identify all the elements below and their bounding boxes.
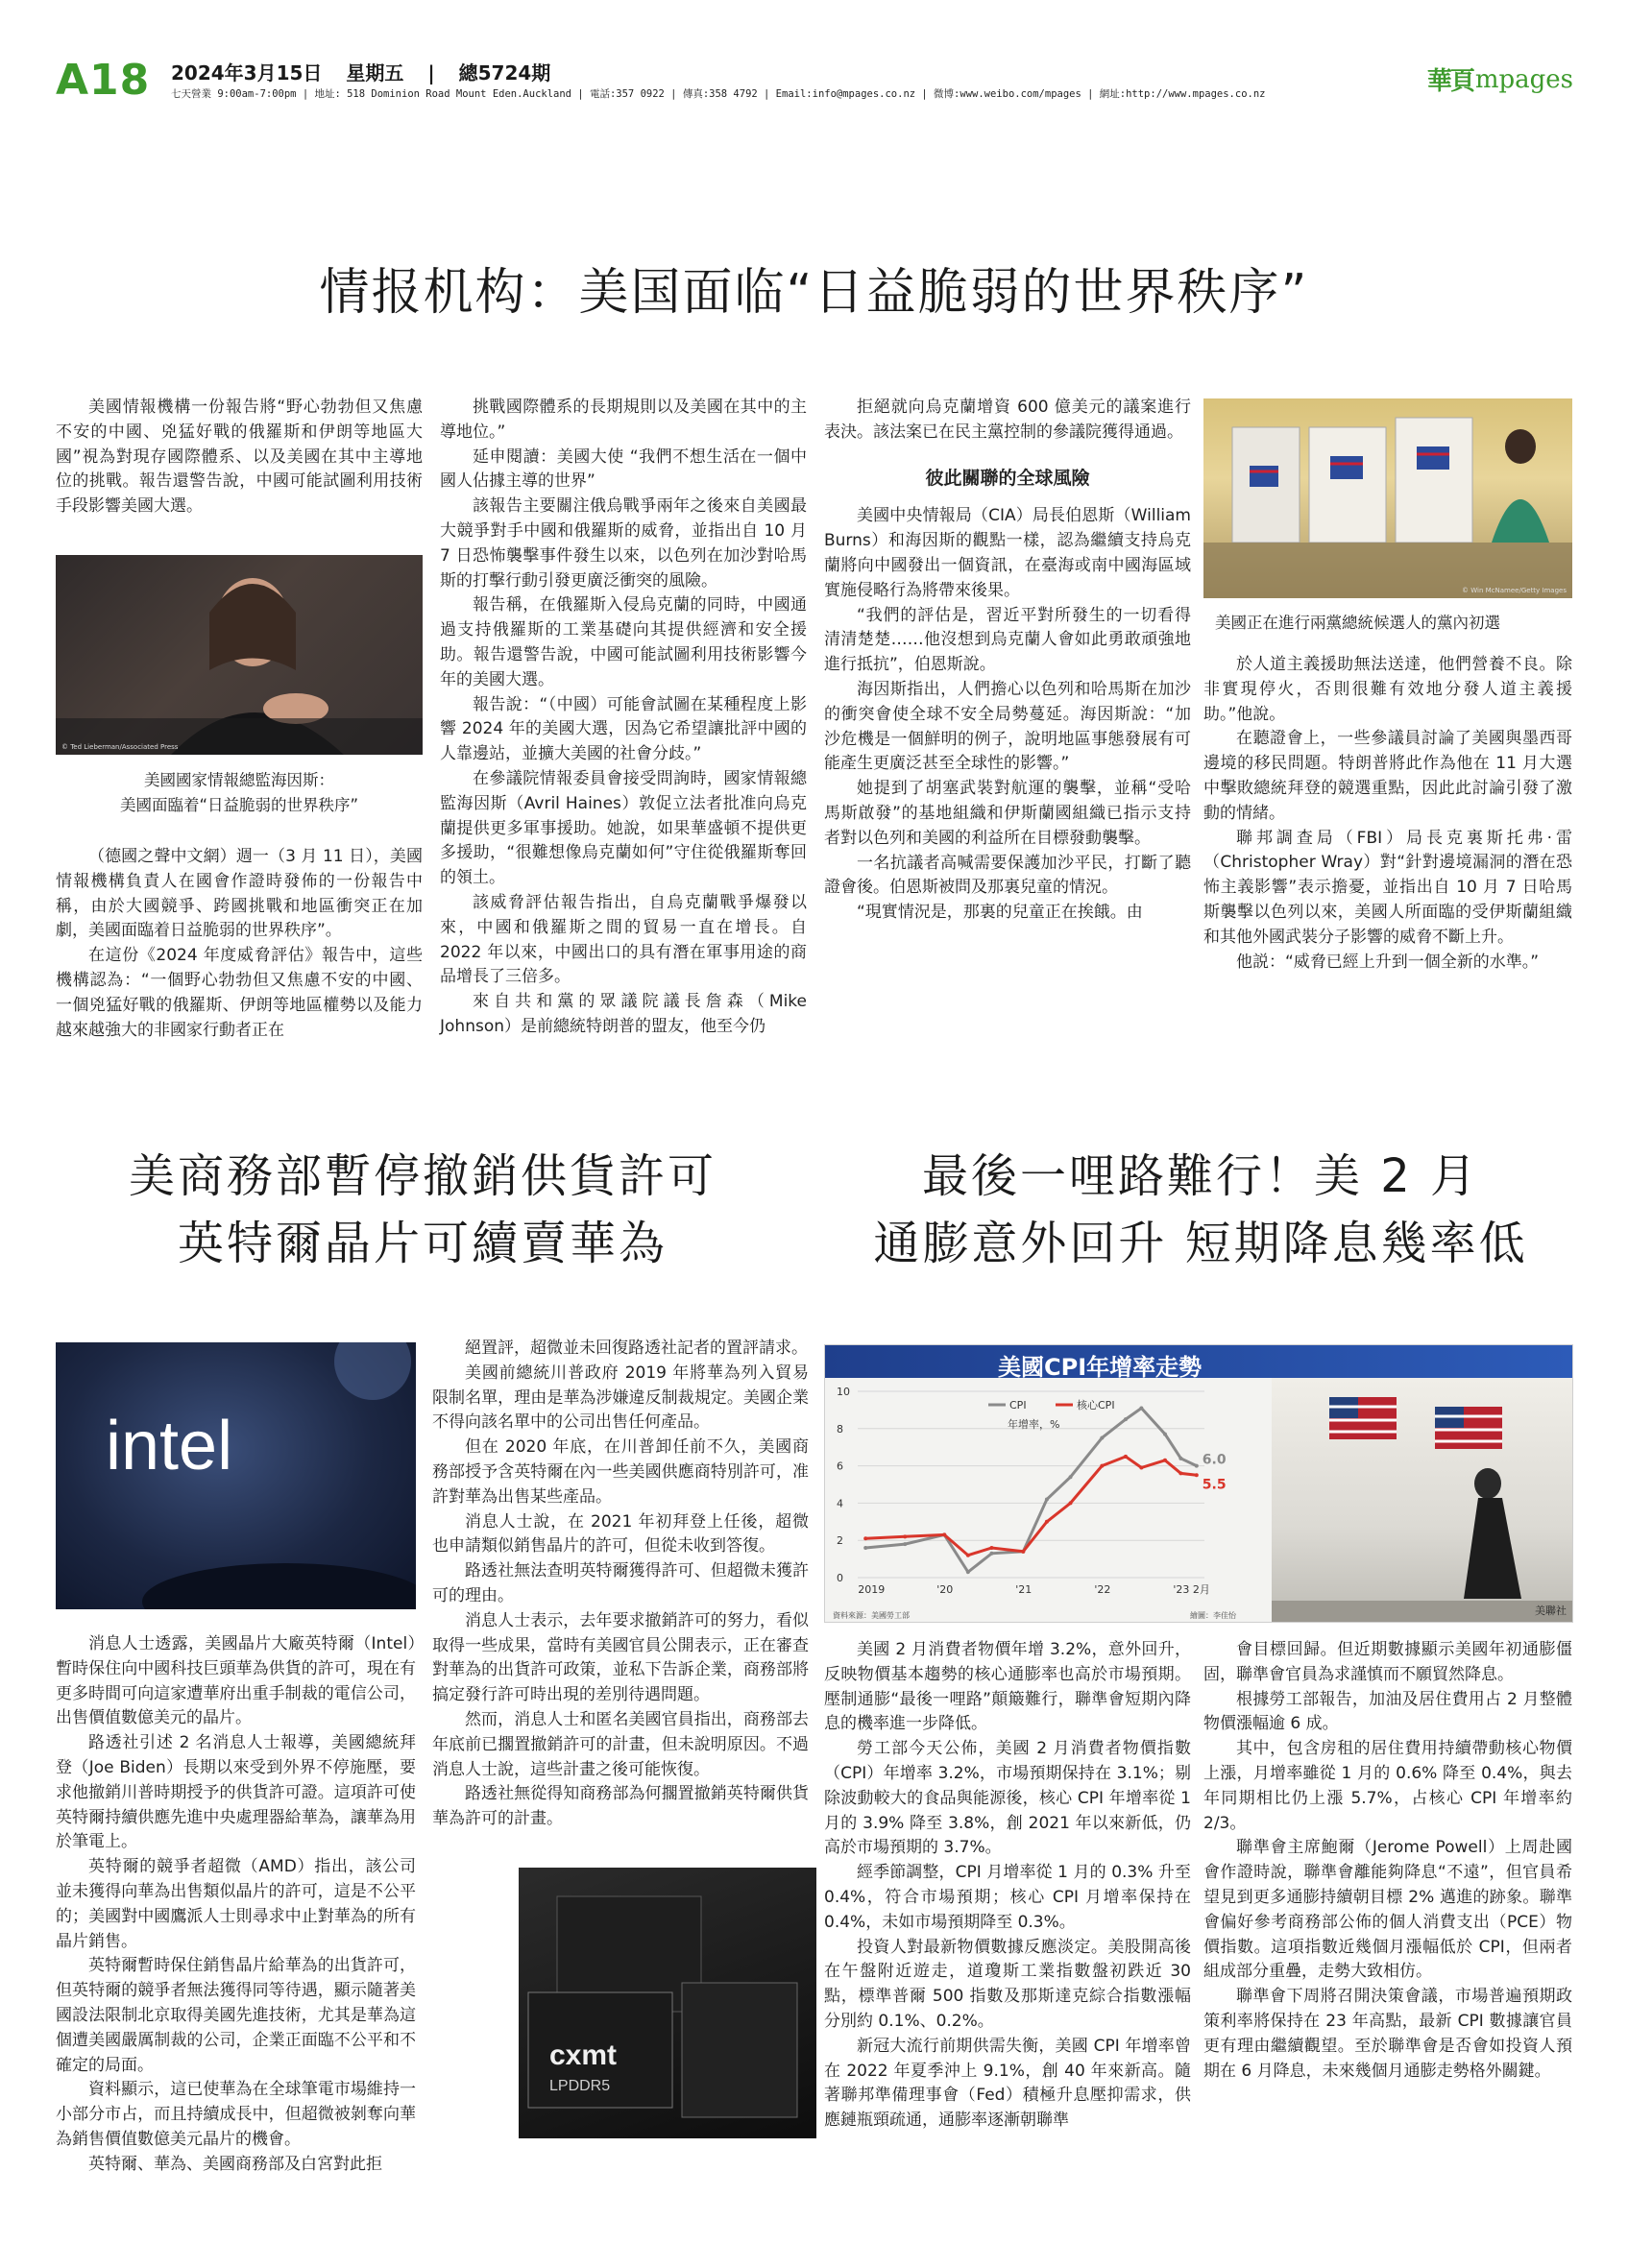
paragraph: 美國前總統川普政府 2019 年將華為列入貿易限制名單，理由是華為涉嫌違反制裁規定。美國企業不得向該名單中的公司出售任何產品。: [432, 1363, 809, 1433]
haines-portrait-photo: [56, 555, 423, 755]
chip-brand: cxmt: [549, 2039, 618, 2071]
headline-intel-huawei: [58, 1143, 788, 1277]
data-point: [863, 1546, 867, 1550]
data-point: [989, 1546, 993, 1550]
data-point: [903, 1542, 907, 1546]
paragraph: 英特爾暫時保住銷售晶片給華為的出貨許可，但英特爾的競爭者無法獲得同等待遇，顯示隨著美國設法限制北京取得美國先進技術，尤其是華為這個遭美國嚴厲制裁的公司，企業正面臨不公平和不確定的局面。: [56, 1956, 416, 2075]
paragraph: 她提到了胡塞武裝對航運的襲擊，並稱“受哈馬斯啟發”的基地組織和伊斯蘭國組織已指示支持者對以色列和美國的利益所在目標發動襲擊。: [824, 779, 1191, 848]
paragraph: “現實情況是，那裏的兒童正在挨餓。由: [857, 903, 1143, 923]
voting-booth-photo: [1203, 398, 1572, 598]
paragraph: 然而，消息人士和匿名美國官員指出，商務部去年底前已擱置撤銷許可的計畫，但未說明原因。不過消息人士說，這些計畫之後可能恢復。: [432, 1709, 809, 1779]
chart-title: 美國CPI年增率走勢: [998, 1354, 1203, 1381]
data-point: [1163, 1459, 1167, 1462]
contact-info: 七天營業 9:00am-7:00pm | 地址: 518 Dominion Road Mount Eden.Auckland | 電話:357 0922 | 傳真:358 4792 | Email:info@mpages.co.nz | 微博:www.weibo.com/mpages | 網址:http://www.mpages.co.nz: [171, 88, 1266, 100]
logo-text: mpages: [1474, 64, 1573, 94]
paragraph: 一名抗議者高喊需要保護加沙平民，打斷了聽證會後。伯恩斯被問及那裏兒童的情況。: [824, 853, 1191, 898]
paragraph: 會目標回歸。但近期數據顯示美國年初通膨僵固，聯準會官員為求謹慎而不願貿然降息。: [1203, 1640, 1572, 1684]
article3-col2: [1203, 1638, 1572, 2084]
article1-col3: [824, 396, 1191, 926]
data-point: [1069, 1501, 1073, 1505]
portrait-credit: © Ted Lieberman/Associated Press: [61, 743, 179, 751]
article2-col1: [56, 1632, 416, 2178]
paragraph: 來自共和黨的眾議院議長詹森（Mike Johnson）是前總統特朗普的盟友，他至今仍: [440, 992, 807, 1036]
paragraph: 聯準會下周將召開決策會議，市場普遍預期政策利率將保持在 23 年高點，最新 CPI 數據讓官員更有理由繼續觀望。至於聯準會是否會如投資人預期在 6 月降息，未來幾個月通膨走勢格外關鍵。: [1203, 1987, 1572, 2081]
data-point: [1045, 1498, 1049, 1502]
data-point: [1178, 1471, 1182, 1475]
paragraph: 美國 2 月消費者物價年增 3.2%，意外回升，反映物價基本趨勢的核心通膨率也高於市場預期。壓制通膨“最後一哩路”顛簸難行，聯準會短期內降息的機率進一步降低。: [824, 1640, 1191, 1734]
paragraph: 根據勞工部報告，加油及居住費用占 2 月整體物價漲幅逾 6 成。: [1203, 1689, 1572, 1734]
chart-editor: 繪圖：李佳怡: [1190, 1611, 1236, 1620]
y-tick-label: 10: [837, 1386, 850, 1398]
data-point: [1195, 1464, 1199, 1468]
paragraph: 在這份《2024 年度威脅評估》報告中，這些機構認為：“一個野心勃勃但又焦慮不安的中國、一個兇猛好戰的俄羅斯、伊朗等地區權勢以及能力越來越強大的非國家行動者正在: [56, 946, 423, 1040]
paragraph: 拒絕就向烏克蘭增資 600 億美元的議案進行表決。該法案已在民主黨控制的參議院獲得通過。: [824, 398, 1191, 442]
article1-col2: [440, 396, 807, 1040]
x-tick-label: '23 2月: [1173, 1583, 1210, 1596]
paragraph: 在參議院情報委員會接受問詢時，國家情報總監海因斯（Avril Haines）敦促立法者批准向烏克蘭提供更多軍事援助。她說，如果華盛頓不提供更多援助，“很難想像烏克蘭如何”守住從俄羅斯奪回的領土。: [440, 768, 807, 888]
data-point: [1045, 1520, 1049, 1524]
flags-illustration: [1272, 1378, 1573, 1623]
x-tick-label: '20: [936, 1583, 954, 1596]
x-tick-label: 2019: [858, 1583, 886, 1596]
article1-col1-top: [56, 396, 423, 519]
paragraph: 於人道主義援助無法送達，他們營養不良。除非實現停火，否則很難有效地分發人道主義援助。”他說。: [1203, 655, 1572, 724]
data-point: [1163, 1433, 1167, 1436]
chart-y-ticks: [837, 1386, 850, 1584]
data-point: [1139, 1406, 1143, 1410]
data-point: [1139, 1466, 1143, 1470]
issue-separator: |: [427, 61, 435, 84]
data-point: [863, 1536, 867, 1540]
data-point: [1069, 1475, 1073, 1479]
x-tick-label: '22: [1094, 1583, 1111, 1596]
unit-label: 年增率，%: [1008, 1418, 1060, 1431]
portrait-caption-line2: 美國面臨着“日益脆弱的世界秩序”: [119, 796, 359, 814]
portrait-caption-line1: 美國國家情報總監海因斯：: [144, 771, 334, 789]
article3-col1: [824, 1638, 1191, 2134]
data-point: [942, 1532, 946, 1536]
paragraph: 路透社引述 2 名消息人士報導，美國總統拜登（Joe Biden）長期以來受到外界不停施壓，要求他撤銷川普時期授予的供貨許可證。這項許可使英特爾持續供應先進中央處理器給華為，讓華為用於筆電上。: [56, 1733, 416, 1852]
article1-col3-part-a: [824, 396, 1191, 446]
y-tick-label: 8: [837, 1422, 843, 1436]
portrait-illustration: [56, 555, 423, 755]
paragraph: 聯邦調查局（FBI）局長克裏斯托弗·雷（Christopher Wray）對“針對邊境漏洞的潛在恐怖主義影響”表示擔憂，並指出自 10 月 7 日哈馬斯襲擊以色列以來，美國人所面臨的受伊斯蘭組織和其他外國武裝分子影響的威脅不斷上升。: [1203, 828, 1572, 947]
paragraph: 美國情報機構一份報告將“野心勃勃但又焦慮不安的中國、兇猛好戰的俄羅斯和伊朗等地區大國”視為對現存國際體系、以及美國在其中主導地位的挑戰。報告還警告說，中國可能試圖利用技術手段影響美國大選。: [56, 398, 423, 517]
headline-intel-line1: 美商務部暫停撤銷供貨許可: [128, 1149, 717, 1203]
series-line-cpi: [865, 1409, 1197, 1573]
subhead-global-risks: 彼此關聯的全球風險: [925, 467, 1090, 489]
issue-number: 總5724期: [458, 61, 551, 84]
issue-date: 2024年3月15日: [171, 61, 323, 84]
data-point: [966, 1554, 970, 1557]
y-tick-label: 2: [837, 1534, 843, 1548]
legend-label: 核心CPI: [1077, 1399, 1115, 1411]
paragraph: 美國中央情報局（CIA）局長伯恩斯（William Burns）和海因斯的觀點一樣，認為繼續支持烏克蘭將向中國發出一個資訊，在臺海或南中國海區域實施侵略行為將帶來後果。: [824, 506, 1191, 600]
y-tick-label: 0: [837, 1572, 843, 1584]
paragraph: 消息人士表示，去年要求撤銷許可的努力，看似取得一些成果，當時有美國官員公開表示，正在審查對華為的出貨許可政策，並私下告訴企業，商務部將搞定發行許可時出現的差別待遇問題。: [432, 1610, 809, 1705]
headline-inflation-line2: 通膨意外回升 短期降息幾率低: [873, 1217, 1528, 1270]
paragraph: 他説：“威脅已經上升到一個全新的水準。”: [1236, 952, 1540, 972]
paragraph: 路透社無法查明英特爾獲得許可、但超微未獲許可的理由。: [432, 1561, 809, 1605]
data-point: [1195, 1473, 1199, 1477]
paragraph: 投資人對最新物價數據反應淡定。美股開高後在午盤附近遊走，道瓊斯工業指數盤初跌近 30 點，標準普爾 500 指數及那斯達克綜合指數漲幅分別約 0.1%、0.2%。: [824, 1937, 1191, 2031]
y-tick-label: 4: [837, 1497, 843, 1510]
paragraph: 絕置評，超微並未回復路透社記者的置評請求。: [465, 1339, 808, 1358]
paragraph: 在聽證會上，一些參議員討論了美國與墨西哥邊境的移民問題。特朗普將此作為他在 11 月大選中擊敗總統拜登的競選重點，因此此討論引發了激動的情緒。: [1203, 729, 1572, 823]
paragraph: 該報告主要關注俄烏戰爭兩年之後來自美國最大競爭對手中國和俄羅斯的威脅，並指出自 10 月 7 日恐怖襲擊事件發生以來，以色列在加沙對哈馬斯的打擊行動引發更廣泛衝突的風險。: [440, 496, 807, 591]
article2-col2: [432, 1337, 809, 1832]
paragraph: 英特爾、華為、美國商務部及白宮對此拒: [88, 2154, 382, 2174]
headline-intel-agencies: 情报机构：美国面临“日益脆弱的世界秩序”: [319, 264, 1309, 322]
intel-logo-text: intel: [106, 1408, 233, 1484]
issue-line: [171, 58, 568, 85]
paragraph: （德國之聲中文網）週一（3 月 11 日），美國情報機構負責人在國會作證時發佈的一份報告中稱，由於大國競爭、跨國挑戰和地區衝突正在加劇，美國面臨着日益脆弱的世界秩序”。: [56, 847, 423, 941]
intel-logo-photo: [56, 1342, 416, 1609]
data-point: [1178, 1457, 1182, 1460]
paragraph: 延申閱讀：美國大使 “我們不想生活在一個中國人佔據主導的世界”: [440, 446, 807, 492]
data-point: [903, 1534, 907, 1538]
issue-weekday: 星期五: [346, 61, 404, 84]
mpages-logo: [1427, 61, 1573, 97]
x-tick-label: '21: [1015, 1583, 1033, 1596]
nyse-photo: [1272, 1378, 1573, 1623]
data-point: [1100, 1464, 1104, 1468]
article1-col3-part-b: [824, 504, 1191, 926]
y-tick-label: 6: [837, 1460, 843, 1473]
voting-illustration: [1203, 398, 1572, 598]
paragraph: 勞工部今天公佈，美國 2 月消費者物價指數（CPI）年增率 3.2%，市場預期保持在 3.1%；剔除波動較大的食品與能源後，核心 CPI 年增率從 1 月的 3.9% 降至 3.8%，創 2021 年以來新低，仍高於市場預期的 3.7%。: [824, 1739, 1191, 1858]
headline-inflation-line1: 最後一哩路難行！美 2 月: [921, 1149, 1480, 1203]
cpi-line-chart: [825, 1378, 1272, 1623]
logo-mark: 華頁: [1426, 67, 1473, 96]
headline-us-inflation: [826, 1143, 1575, 1277]
paragraph: 消息人士說，在 2021 年初拜登上任後，超微也申請類似銷售晶片的許可，但從未收到答復。: [432, 1511, 809, 1556]
vote-credit: © Win McNamee/Getty Images: [1462, 587, 1567, 594]
chart-photo-credit: 美聯社: [1535, 1604, 1567, 1617]
article1-col4: [1203, 653, 1572, 975]
intel-illustration: [56, 1342, 416, 1609]
chart-legend: [988, 1398, 1115, 1431]
paragraph: 資料顯示，這已使華為在全球筆電市場維持一小部分市占，而且持續成長中，但超微被剝奪向華為銷售價值數億美元晶片的機會。: [56, 2080, 416, 2149]
end-value-label: 6.0: [1202, 1452, 1227, 1468]
paragraph: 其中，包含房租的居住費用持續帶動核心物價上漲，月增率雖從 1 月的 0.6% 降至 0.4%，與去年同期相比仍上漲 5.7%，占核心 CPI 年增率約 2/3。: [1203, 1739, 1572, 1833]
chart-source: 資料來源：美國勞工部: [833, 1611, 910, 1620]
cpi-chart-graphic: [824, 1344, 1573, 1623]
chip-illustration: [519, 1868, 816, 2138]
paragraph: 消息人士透露，美國晶片大廠英特爾（Intel）暫時保住向中國科技巨頭華為供貨的許可，現在有更多時間可向這家遭華府出重手制裁的電信公司，出售價值數億美元的晶片。: [56, 1634, 416, 1728]
paragraph: 英特爾的競爭者超微（AMD）指出，該公司並未獲得向華為出售類似晶片的許可，這是不公平的；美國對中國鷹派人士則尋求中止對華為的所有晶片銷售。: [56, 1857, 416, 1951]
page-number: A18: [56, 56, 151, 105]
article1-col1-bottom: [56, 845, 423, 1043]
paragraph: 新冠大流行前期供需失衡，美國 CPI 年增率曾在 2022 年夏季沖上 9.1%，創 40 年來新高。隨著聯邦準備理事會（Fed）積極升息壓抑需求，供應鏈瓶頸疏通，通膨率逐漸朝聯準: [824, 2036, 1191, 2131]
data-point: [989, 1552, 993, 1556]
chart-series: [863, 1406, 1227, 1574]
legend-label: CPI: [1009, 1399, 1027, 1411]
portrait-caption: [56, 768, 423, 818]
paragraph: 但在 2020 年底，在川普卸任前不久，美國商務部授予含英特爾在內一些美國供應商特別許可，准許對華為出售某些產品。: [432, 1437, 809, 1507]
vote-caption: 美國正在進行兩黨總統候選人的黨內初選: [1215, 614, 1500, 632]
data-point: [1100, 1436, 1104, 1440]
data-point: [966, 1570, 970, 1574]
chart-x-ticks: [858, 1583, 1210, 1596]
paragraph: 路透社無從得知商務部為何擱置撤銷英特爾供貨華為許可的計畫。: [432, 1784, 809, 1829]
paragraph: 報告稱，在俄羅斯入侵烏克蘭的同時，中國通過支持俄羅斯的工業基礎向其提供經濟和安全援助。報告還警告說，中國可能試圖利用技術影響今年的美國大選。: [440, 595, 807, 689]
end-value-label: 5.5: [1202, 1477, 1227, 1493]
data-point: [1124, 1417, 1128, 1421]
paragraph: 挑戰國際體系的長期規則以及美國在其中的主導地位。”: [440, 398, 807, 442]
paragraph: 海因斯指出，人們擔心以色列和哈馬斯在加沙的衝突會使全球不安全局勢蔓延。海因斯說：“加沙危機是一個鮮明的例子，說明地區事態發展有可能產生更廣泛甚至全球性的影響。”: [824, 679, 1191, 774]
paragraph: 聯準會主席鮑爾（Jerome Powell）上周赴國會作證時說，聯準會離能夠降息“不遠”，但官員希望見到更多通膨持續朝目標 2% 邁進的跡象。聯準會偏好參考商務部公佈的個人消費支出（PCE）物價指數。這項指數近幾個月漲幅低於 CPI，但兩者組成部分重疊，走勢大致相仿。: [1203, 1838, 1572, 1982]
data-point: [1124, 1455, 1128, 1459]
cxmt-chip-photo: [519, 1868, 816, 2138]
paragraph: 報告說：“（中國）可能會試圖在某種程度上影響 2024 年的美國大選，因為它希望讓批評中國的人靠邊站，並擴大美國的社會分歧。”: [440, 694, 807, 764]
paragraph: “我們的評估是，習近平對所發生的一切看得清清楚楚……他沒想到烏克蘭人會如此勇敢頑強地進行抵抗”，伯恩斯說。: [824, 605, 1191, 675]
chip-model: LPDDR5: [549, 2078, 611, 2094]
paragraph: 經季節調整，CPI 月增率從 1 月的 0.3% 升至 0.4%，符合市場預期；核心 CPI 月增率保持在 0.4%，未如市場預期降至 0.3%。: [824, 1863, 1191, 1932]
data-point: [1021, 1550, 1025, 1554]
paragraph: 該威脅評估報告指出，自烏克蘭戰爭爆發以來，中國和俄羅斯之間的貿易一直在增長。自 2022 年以來，中國出口的具有潛在軍事用途的商品增長了三倍多。: [440, 892, 807, 987]
masthead: [56, 54, 1573, 111]
headline-intel-line2: 英特爾晶片可續賣華為: [177, 1217, 668, 1270]
